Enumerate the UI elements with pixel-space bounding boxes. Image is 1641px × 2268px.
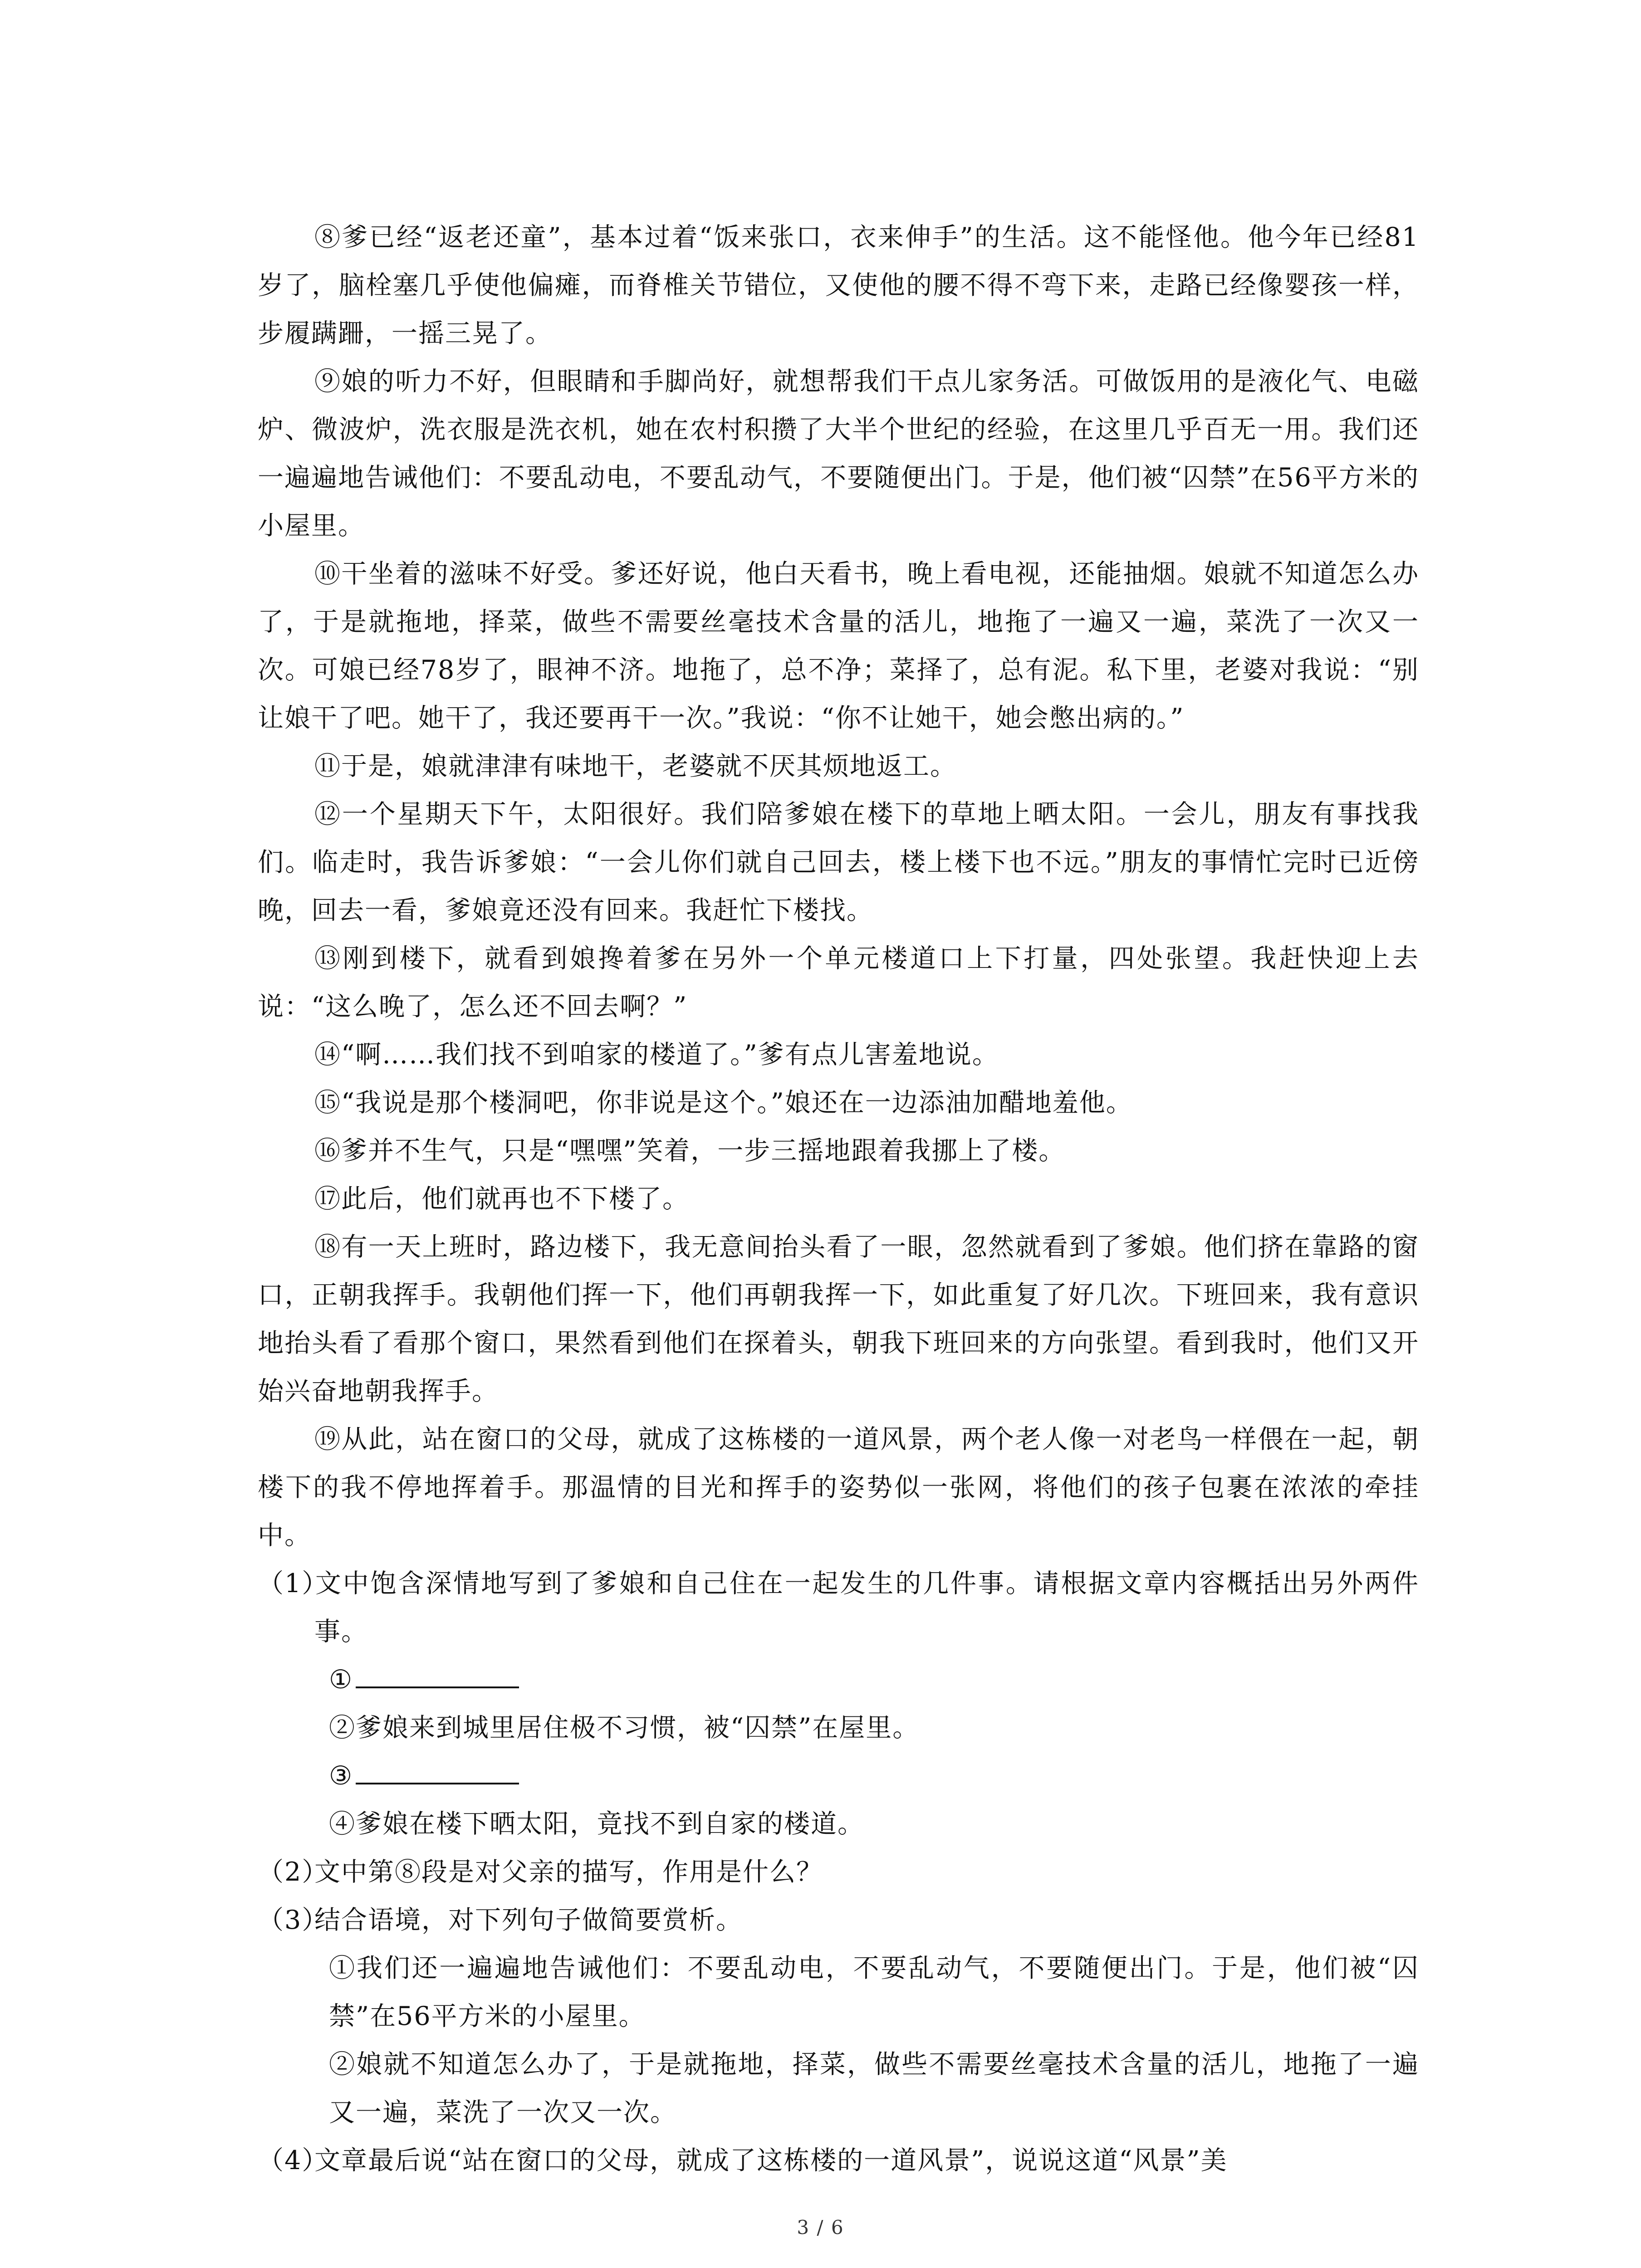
question-1 — [258, 1559, 1419, 1656]
paragraph-11: ⑪于是，娘就津津有味地干，老婆就不厌其烦地返工。 — [314, 751, 957, 781]
paragraph-15: ⑮“我说是那个楼洞吧，你非说是这个。”娘还在一边添油加醋地羞他。 — [314, 1088, 1133, 1118]
paragraph-12: ⑫一个星期天下午，太阳很好。我们陪爹娘在楼下的草地上晒太阳。一会儿，朋友有事找我们。临走时，我告诉爹娘：“一会儿你们就自己回去，楼上楼下也不远。”朋友的事情忙完时已近傍晚，回去一看，爹娘竟还没有回来。我赶忙下楼找。 — [258, 799, 1419, 925]
question-4 — [258, 2136, 1419, 2185]
paragraph-13: ⑬刚到楼下，就看到娘搀着爹在另外一个单元楼道口上下打量，四处张望。我赶快迎上去说：“这么晚了，怎么还不回去啊？” — [258, 943, 1419, 1022]
paragraph-17: ⑰此后，他们就再也不下楼了。 — [314, 1184, 689, 1214]
paragraph-16: ⑯爹并不生气，只是“嘿嘿”笑着，一步三摇地跟着我挪上了楼。 — [314, 1136, 1066, 1166]
question-3-item-2: ②娘就不知道怎么办了，于是就拖地，择菜，做些不需要丝毫技术含量的活儿，地拖了一遍又一遍，菜洗了一次又一次。 — [329, 2049, 1419, 2127]
question-2-number: （2） — [258, 1857, 329, 1887]
paragraph-19: ⑲从此，站在窗口的父母，就成了这栋楼的一道风景，两个老人像一对老鸟一样偎在一起，朝楼下的我不停地挥着手。那温情的目光和挥手的姿势似一张网，将他们的孩子包裹在浓浓的牵挂中。 — [258, 1424, 1419, 1550]
document-body — [258, 213, 1419, 2185]
question-1-item-1-label: ① — [329, 1665, 353, 1695]
question-3 — [258, 1896, 1419, 1944]
question-1-item-4: ④爹娘在楼下晒太阳，竟找不到自家的楼道。 — [329, 1809, 864, 1839]
paragraph-10: ⑩干坐着的滋味不好受。爹还好说，他白天看书，晚上看电视，还能抽烟。娘就不知道怎么办了，于是就拖地，择菜，做些不需要丝毫技术含量的活儿，地拖了一遍又一遍，菜洗了一次又一次。可娘已经78岁了，眼神不济。地拖了，总不净；菜择了，总有泥。私下里，老婆对我说：“别让娘干了吧。她干了，我还要再干一次。”我说：“你不让她干，她会憋出病的。” — [258, 559, 1419, 733]
question-1-number: （1） — [258, 1569, 329, 1598]
question-1-item-3-label: ③ — [329, 1761, 353, 1791]
question-2-text: 文中第⑧段是对父亲的描写，作用是什么？ — [314, 1857, 823, 1887]
question-4-number: （4） — [258, 2146, 329, 2175]
answer-blank-3[interactable] — [356, 1755, 519, 1784]
paragraph-8: ⑧爹已经“返老还童”，基本过着“饭来张口，衣来伸手”的生活。这不能怪他。他今年已经81岁了，脑栓塞几乎使他偏瘫，而脊椎关节错位，又使他的腰不得不弯下来，走路已经像婴孩一样，步履蹒跚，一摇三晃了。 — [258, 222, 1419, 348]
question-4-text: 文章最后说“站在窗口的父母，就成了这栋楼的一道风景”，说说这道“风景”美 — [314, 2146, 1228, 2175]
question-3-item-1: ①我们还一遍遍地告诫他们：不要乱动电，不要乱动气，不要随便出门。于是，他们被“囚禁”在56平方米的小屋里。 — [329, 1953, 1419, 2031]
question-1-item-1 — [258, 1656, 1419, 1704]
page-number: 3 / 6 — [797, 2216, 844, 2239]
question-1-item-2: ②爹娘来到城里居住极不习惯，被“囚禁”在屋里。 — [329, 1713, 920, 1743]
question-3-text: 结合语境，对下列句子做简要赏析。 — [314, 1905, 743, 1935]
answer-blank-1[interactable] — [356, 1658, 519, 1688]
question-1-item-3 — [258, 1752, 1419, 1800]
question-3-number: （3） — [258, 1905, 329, 1935]
paragraph-18: ⑱有一天上班时，路边楼下，我无意间抬头看了一眼，忽然就看到了爹娘。他们挤在靠路的窗口，正朝我挥手。我朝他们挥一下，他们再朝我挥一下，如此重复了好几次。下班回来，我有意识地抬头看了看那个窗口，果然看到他们在探着头，朝我下班回来的方向张望。看到我时，他们又开始兴奋地朝我挥手。 — [258, 1232, 1419, 1406]
paragraph-14: ⑭“啊……我们找不到咱家的楼道了。”爹有点儿害羞地说。 — [314, 1040, 999, 1070]
question-2 — [258, 1848, 1419, 1896]
paragraph-9: ⑨娘的听力不好，但眼睛和手脚尚好，就想帮我们干点儿家务活。可做饭用的是液化气、电磁炉、微波炉，洗衣服是洗衣机，她在农村积攒了大半个世纪的经验，在这里几乎百无一用。我们还一遍遍地告诫他们：不要乱动电，不要乱动气，不要随便出门。于是，他们被“囚禁”在56平方米的小屋里。 — [258, 367, 1419, 541]
question-1-text: 文中饱含深情地写到了爹娘和自己住在一起发生的几件事。请根据文章内容概括出另外两件事。 — [314, 1569, 1419, 1647]
